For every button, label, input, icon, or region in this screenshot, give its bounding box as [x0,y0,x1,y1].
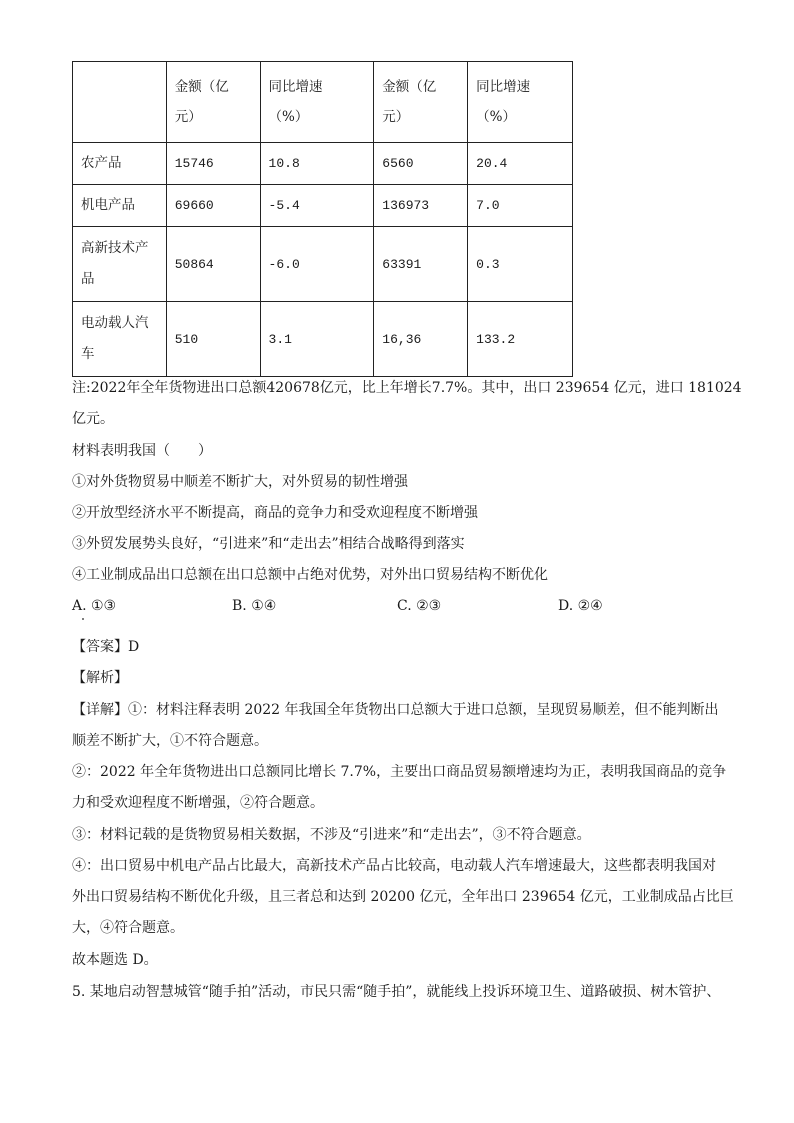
option-a: A. ①③ [72,598,117,614]
row-label-line: 电动载人汽 [81,315,149,331]
table-cell: 10.8 [260,143,374,185]
table-row [73,302,573,377]
table-row [73,143,573,185]
table-note-line-1: 注:2022年全年货物进出口总额420678亿元，比上年增长7.7%。其中，出口 239654 亿元，进口 181024 [72,380,742,396]
analysis-line: ②：2022 年全年货物进出口总额同比增长 7.7%，主要出口商品贸易额增速均为正，表明我国商品的竞争 [72,764,727,780]
analysis-line: 【详解】①：材料注释表明 2022 年我国全年货物出口总额大于进口总额，呈现贸易顺差，但不能判断出 [72,702,719,718]
table-cell: 3.1 [260,302,374,377]
next-question-line: 5. 某地启动智慧城管“随手拍”活动，市民只需“随手拍”，就能线上投诉环境卫生、道路破损、树木管护、 [72,984,721,1000]
table-header-cell [374,62,468,143]
statement-1: ①对外货物贸易中顺差不断扩大，对外贸易的韧性增强 [72,474,408,490]
table-cell: 7.0 [468,185,573,227]
table-cell: -5.4 [260,185,374,227]
header-line: 元） [174,109,202,125]
statement-2: ②开放型经济水平不断提高，商品的竞争力和受欢迎程度不断增强 [72,505,478,521]
header-line: 元） [382,109,410,125]
row-label-line: 品 [81,271,95,287]
header-line: 同比增速 [476,79,531,95]
analysis-line: 顺差不断扩大，①不符合题意。 [72,733,268,749]
table-cell: 50864 [166,227,260,302]
option-c: C. ②③ [397,598,442,614]
table-cell: 15746 [166,143,260,185]
analysis-line: ④：出口贸易中机电产品占比最大，高新技术产品占比较高，电动载人汽车增速最大，这些都表明我国对 [72,858,716,874]
header-line: （%） [476,109,516,125]
table-cell: 136973 [374,185,468,227]
analysis-line: 力和受欢迎程度不断增强，②符合题意。 [72,795,324,811]
table-cell: 16,36 [374,302,468,377]
option-d: D. ②④ [558,598,603,614]
table-header-cell [73,62,167,143]
table-cell: 6560 [374,143,468,185]
row-label [73,227,167,302]
question-stem: 材料表明我国（ ） [72,443,212,459]
table-header-cell [468,62,573,143]
option-b: B. ①④ [232,598,277,614]
analysis-line: ③：材料记载的是货物贸易相关数据，不涉及“引进来”和“走出去”，③不符合题意。 [72,827,591,843]
table-cell: 20.4 [468,143,573,185]
answer-line: 【答案】D [72,639,140,655]
table-row [73,185,573,227]
table-header-row [73,62,573,143]
table-cell: 63391 [374,227,468,302]
table-row [73,227,573,302]
trade-data-table [72,61,573,377]
table-cell: 510 [166,302,260,377]
statement-4: ④工业制成品出口总额在出口总额中占绝对优势，对外出口贸易结构不断优化 [72,567,548,583]
row-label: 农产品 [73,143,167,185]
row-label [73,302,167,377]
header-line: （%） [268,109,309,125]
table-cell: 69660 [166,185,260,227]
row-label: 机电产品 [73,185,167,227]
analysis-title: 【解析】 [72,670,128,686]
header-line: 同比增速 [268,79,323,95]
header-line: 金额（亿 [382,79,437,95]
table-cell: 0.3 [468,227,573,302]
table-header-cell [166,62,260,143]
analysis-line: 故本题选 D。 [72,952,158,968]
stray-mark [82,618,84,620]
analysis-line: 外出口贸易结构不断优化升级，且三者总和达到 20200 亿元，全年出口 239654 亿元，工业制成品占比巨 [72,889,734,905]
row-label-line: 车 [81,346,95,362]
table-note-line-2: 亿元。 [72,411,114,427]
analysis-line: 大，④符合题意。 [72,920,184,936]
header-line: 金额（亿 [174,79,229,95]
table-cell: -6.0 [260,227,374,302]
row-label-line: 高新技术产 [81,240,149,256]
table-header-cell [260,62,374,143]
table-cell: 133.2 [468,302,573,377]
statement-3: ③外贸发展势头良好，“引进来”和“走出去”相结合战略得到落实 [72,536,465,552]
